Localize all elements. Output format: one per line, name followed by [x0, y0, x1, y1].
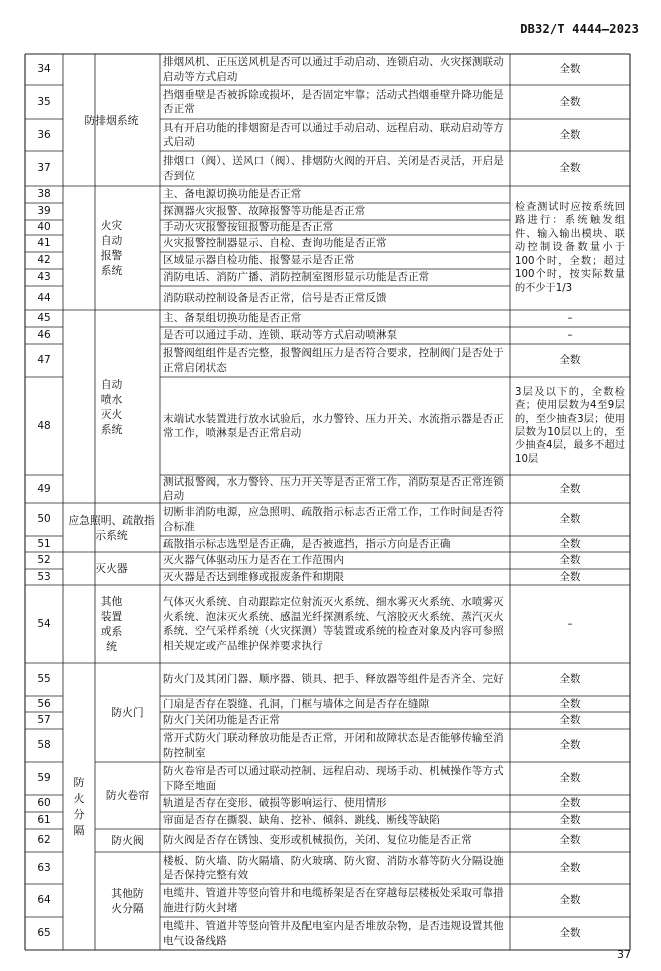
check-item: 消防联动控制设备是否正常，信号是否正常反馈: [163, 291, 387, 304]
check-item: 防火门关闭功能是否正常: [163, 714, 281, 727]
check-item: 楼板、防火墙、防火隔墙、防火玻璃、防火窗、消防水幕等防火分隔设施是否保持完整有效: [163, 854, 504, 881]
check-quantity: –: [567, 617, 573, 630]
system-name: 防排烟系统: [84, 113, 139, 127]
check-quantity: 全数: [559, 673, 581, 686]
check-quantity: 全数: [559, 95, 581, 108]
row-number: 57: [37, 714, 51, 727]
check-item: 区域显示器自检功能、报警显示是否正常: [163, 254, 355, 267]
check-quantity: 全数: [559, 63, 581, 76]
check-item: 排烟口（阀）、送风口（阀）、排烟防火阀的开启、关闭是否灵活，开启是否到位: [163, 155, 504, 182]
quantity-note: 检查测试时应按系统回路进行：系统触发组件、输入输出模块、联动控制设备数量小于100个时，全数；超过100个时，按实际数量的不少于1/3: [515, 202, 625, 294]
check-quantity: 全数: [559, 927, 581, 940]
quantity-note: 3层及以下的，全数检查；使用层数为4至9层的，至少抽查3层；使用层数为10层以上的，至少抽查4层，最多不超过10层: [515, 386, 625, 465]
row-number: 37: [37, 162, 51, 175]
check-item: 灭火器气体驱动压力是否在工作范围内: [163, 554, 345, 567]
row-number: 52: [37, 554, 51, 567]
row-number: 36: [37, 128, 51, 141]
check-item: 手动火灾报警按钮报警功能是否正常: [163, 221, 334, 234]
row-number: 56: [37, 697, 51, 710]
check-quantity: 全数: [559, 537, 581, 550]
check-quantity: –: [567, 329, 573, 342]
check-item: 排烟风机、正压送风机是否可以通过手动启动、连锁启动、火灾探测联动启动等方式启动: [163, 56, 504, 83]
check-quantity: –: [567, 312, 573, 325]
row-number: 39: [37, 205, 51, 218]
system-name: 防火门: [111, 706, 144, 719]
system-name: 火灾 自动 报警 系统: [100, 219, 123, 277]
check-quantity: 全数: [559, 797, 581, 810]
row-number: 63: [37, 861, 51, 874]
system-name: 其他 装置 或系 统: [100, 595, 123, 653]
check-quantity: 全数: [559, 162, 581, 175]
row-number: 50: [37, 513, 51, 526]
check-item: 切断非消防电源，应急照明、疏散指示标志否正常工作，工作时间是否符合标准: [163, 506, 504, 533]
row-number: 35: [37, 95, 51, 108]
check-quantity: 全数: [559, 513, 581, 526]
check-item: 常开式防火门联动释放功能是否正常，开闭和故障状态是否能够传输至消防控制室: [163, 732, 504, 759]
row-number: 40: [37, 221, 51, 234]
check-item: 防火阀是否存在锈蚀、变形或机械损伤，关闭、复位功能是否正常: [163, 834, 472, 847]
check-item: 灭火器是否达到维修或报废条件和期限: [163, 570, 345, 583]
check-quantity: 全数: [559, 354, 581, 367]
row-number: 59: [37, 772, 51, 785]
row-number: 42: [37, 254, 51, 267]
row-number: 61: [37, 814, 51, 827]
check-quantity: 全数: [559, 570, 581, 583]
check-quantity: 全数: [559, 697, 581, 710]
check-item: 探测器火灾报警、故障报警等功能是否正常: [163, 205, 366, 218]
check-quantity: 全数: [559, 814, 581, 827]
check-item: 具有开启功能的排烟窗是否可以通过手动启动、远程启动、联动启动等方式启动: [163, 121, 504, 148]
check-item: 测试报警阀，水力警铃、压力开关等是否正常工作，消防泵是否正常连锁启动: [163, 475, 504, 502]
row-number: 41: [37, 237, 51, 250]
row-number: 58: [37, 739, 51, 752]
row-number: 46: [37, 329, 51, 342]
page-number: 37: [617, 948, 631, 961]
check-item: 疏散指示标志选型是否正确，是否被遮挡，指示方向是否正确: [163, 537, 451, 550]
row-number: 60: [37, 797, 51, 810]
check-item: 挡烟垂壁是否被拆除或损坏，是否固定牢靠；活动式挡烟垂壁升降功能是否正常: [163, 88, 504, 115]
check-quantity: 全数: [559, 834, 581, 847]
row-number: 53: [37, 570, 51, 583]
check-quantity: 全数: [559, 861, 581, 874]
check-item: 门扇是否存在裂缝、孔洞，门框与墙体之间是否存在缝隙: [163, 697, 430, 710]
row-number: 44: [37, 291, 51, 304]
check-item: 火灾报警控制器显示、自检、查询功能是否正常: [163, 237, 387, 250]
check-item: 末端试水装置进行放水试验后，水力警铃、压力开关、水流指示器是否正常工作，喷淋泵是否正常启动: [163, 412, 504, 439]
row-number: 54: [37, 617, 51, 630]
check-quantity: 全数: [559, 554, 581, 567]
standard-number: DB32/T 4444—2023: [520, 22, 639, 36]
check-item: 消防电话、消防广播、消防控制室图形显示功能是否正常: [163, 271, 430, 284]
check-quantity: 全数: [559, 894, 581, 907]
row-number: 48: [37, 419, 51, 432]
check-item: 主、备电源切换功能是否正常: [163, 188, 302, 201]
check-quantity: 全数: [559, 482, 581, 495]
row-number: 34: [37, 63, 51, 76]
check-item: 电缆井、管道井等竖向管井及配电室内是否堆放杂物，是否违规设置其他电气设备线路: [163, 920, 504, 947]
check-item: 是否可以通过手动、连锁、联动等方式启动喷淋泵: [163, 329, 398, 342]
check-quantity: 全数: [559, 739, 581, 752]
system-name: 防火卷帘: [105, 789, 150, 802]
row-number: 38: [37, 188, 51, 201]
row-number: 49: [37, 482, 51, 495]
check-quantity: 全数: [559, 714, 581, 727]
system-name: 防火阀: [111, 834, 144, 847]
check-item: 帘面是否存在撕裂、缺角、挖补、倾斜、跳线、断线等缺陷: [163, 814, 440, 827]
check-quantity: 全数: [559, 772, 581, 785]
row-number: 43: [37, 271, 51, 284]
system-name: 其他防 火分隔: [111, 887, 144, 915]
system-name: 灭火器: [95, 562, 128, 575]
row-number: 65: [37, 927, 51, 940]
row-number: 64: [37, 894, 51, 907]
check-item: 防火门及其闭门器、顺序器、锁具、把手、释放器等组件是否齐全、完好: [163, 673, 504, 686]
system-name: 自动 喷水 灭火 系统: [100, 377, 123, 436]
row-number: 62: [37, 834, 51, 847]
row-number: 55: [37, 673, 51, 686]
system-name: 应急照明、疏散指示系统: [68, 513, 155, 542]
row-number: 45: [37, 312, 51, 325]
check-item: 气体灭火系统、自动跟踪定位射流灭火系统、细水雾灭火系统、水喷雾灭火系统、泡沫灭火系统、感温光纤探测系统、气溶胶灭火系统、蒸汽灭火系统、空气采样系统（火灾探测）等装置或系统的检查对象及内容可参照相关规定或产品维护保养要求执行: [163, 596, 504, 652]
check-item: 主、备泵组切换功能是否正常: [163, 312, 302, 325]
row-number: 51: [37, 537, 51, 550]
check-item: 报警阀组组件是否完整，报警阀组压力是否符合要求，控制阀门是否处于正常启闭状态: [163, 347, 504, 374]
check-item: 轨道是否存在变形、破损等影响运行、使用情形: [163, 797, 387, 810]
category-name: 防 火 分 隔: [73, 775, 85, 837]
check-quantity: 全数: [559, 128, 581, 141]
check-item: 防火卷帘是否可以通过联动控制、远程启动、现场手动、机械操作等方式下降至地面: [163, 765, 504, 792]
check-item: 电缆井、管道井等竖向管井和电缆桥架是否在穿越每层楼板处采取可靠措施进行防火封堵: [163, 887, 504, 914]
row-number: 47: [37, 354, 51, 367]
